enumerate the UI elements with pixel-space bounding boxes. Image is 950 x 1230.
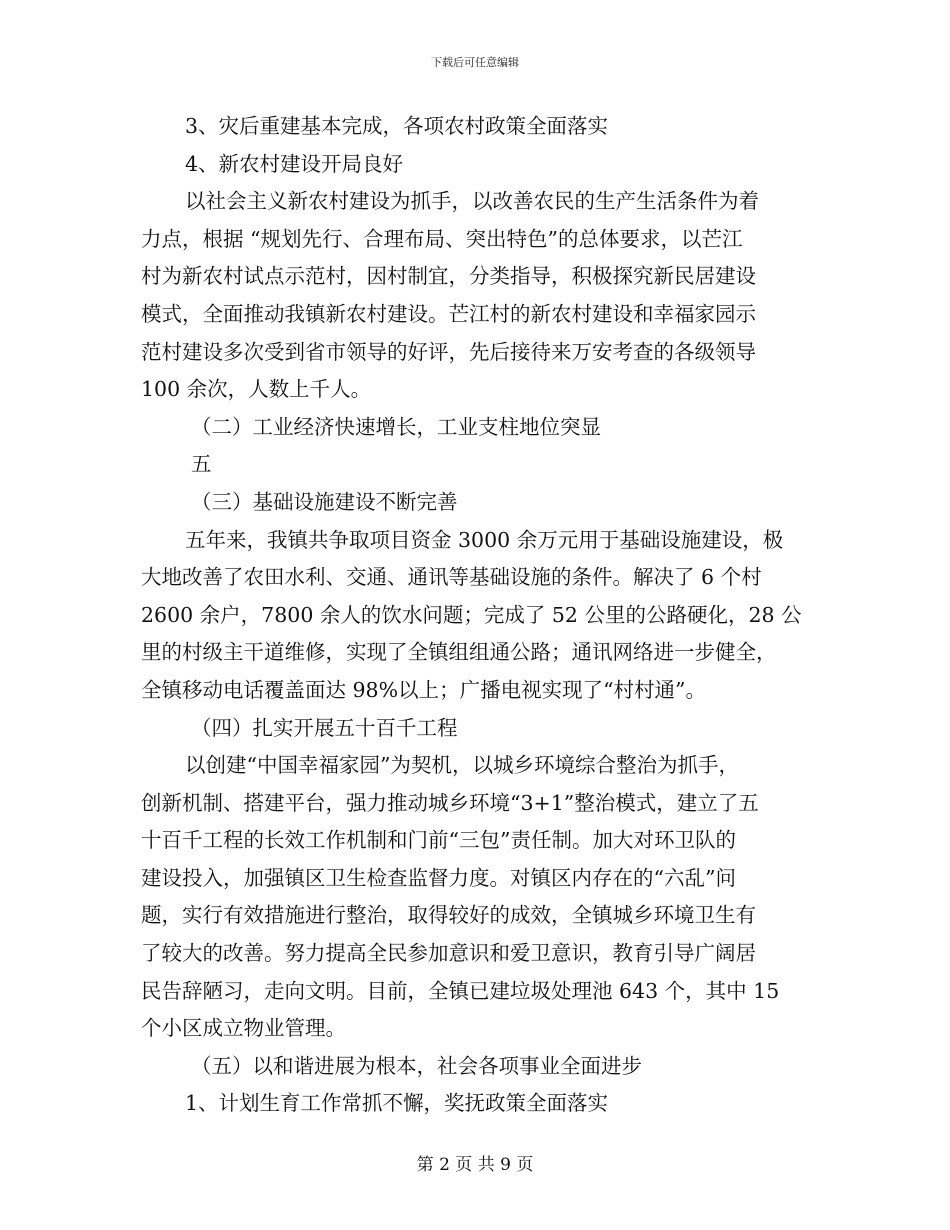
paragraph-line: 全镇移动电话覆盖面达 98%以上；广播电视实现了“村村通”。 <box>141 677 707 702</box>
list-item: 1、计划生育工作常抓不懈，奖抚政策全面落实 <box>185 1091 609 1116</box>
paragraph-line: 创新机制、搭建平台，强力推动城乡环境“3+1”整治模式，建立了五 <box>141 790 759 815</box>
paragraph-line: 建设投入，加强镇区卫生检查监督力度。对镇区内存在的“六乱”问 <box>141 865 736 890</box>
paragraph-line: 以创建“中国幸福家园”为契机，以城乡环境综合整治为抓手， <box>185 753 739 778</box>
paragraph-line: 模式，全面推动我镇新农村建设。芒江村的新农村建设和幸福家园示 <box>141 301 756 326</box>
paragraph-line: 民告辞陋习，走向文明。目前，全镇已建垃圾处理池 643 个，其中 15 <box>141 978 780 1003</box>
list-item: 3、灾后重建基本完成，各项农村政策全面落实 <box>185 114 609 138</box>
document-body <box>141 108 811 1123</box>
page-header: 下载后可任意编辑 <box>431 56 519 69</box>
section-heading: （五）以和谐进展为根本，社会各项事业全面进步 <box>191 1053 642 1078</box>
paragraph-line: 村为新农村试点示范村，因村制宜，分类指导，积极探究新民居建设 <box>141 264 756 289</box>
paragraph-line: 范村建设多次受到省市领导的好评，先后接待来万安考查的各级领导 <box>141 339 756 364</box>
section-heading: （三）基础设施建设不断完善 <box>191 489 458 514</box>
paragraph-line: 100 余次，人数上千人。 <box>141 377 372 402</box>
paragraph-line: 力点，根据 “规划先行、合理布局、突出特色”的总体要求，以芒江 <box>141 226 743 251</box>
paragraph-line: 五 <box>191 452 212 477</box>
paragraph-line: 个小区成立物业管理。 <box>141 1016 346 1041</box>
paragraph-line: 大地改善了农田水利、交通、通讯等基础设施的条件。解决了 6 个村 <box>141 565 762 590</box>
section-heading: （二）工业经济快速增长，工业支柱地位突显 <box>191 414 601 439</box>
list-item: 4、新农村建设开局良好 <box>185 151 404 176</box>
paragraph-line: 五年来，我镇共争取项目资金 3000 余万元用于基础设施建设，极 <box>185 527 784 552</box>
paragraph-line: 题，实行有效措施进行整治，取得较好的成效，全镇城乡环境卫生有 <box>141 903 756 928</box>
page-footer: 第 2 页 共 9 页 <box>416 1155 534 1175</box>
paragraph-line: 了较大的改善。努力提高全民参加意识和爱卫意识，教育引导广阔居 <box>141 941 756 966</box>
paragraph-line: 里的村级主干道维修，实现了全镇组组通公路；通讯网络进一步健全， <box>141 640 777 665</box>
paragraph-line: 2600 余户，7800 余人的饮水问题；完成了 52 公里的公路硬化，28 公 <box>141 602 802 627</box>
section-heading: （四）扎实开展五十百千工程 <box>191 715 458 740</box>
paragraph-line: 十百千工程的长效工作机制和门前“三包”责任制。加大对环卫队的 <box>141 828 736 853</box>
paragraph-line: 以社会主义新农村建设为抓手，以改善农民的生产生活条件为着 <box>185 189 759 214</box>
